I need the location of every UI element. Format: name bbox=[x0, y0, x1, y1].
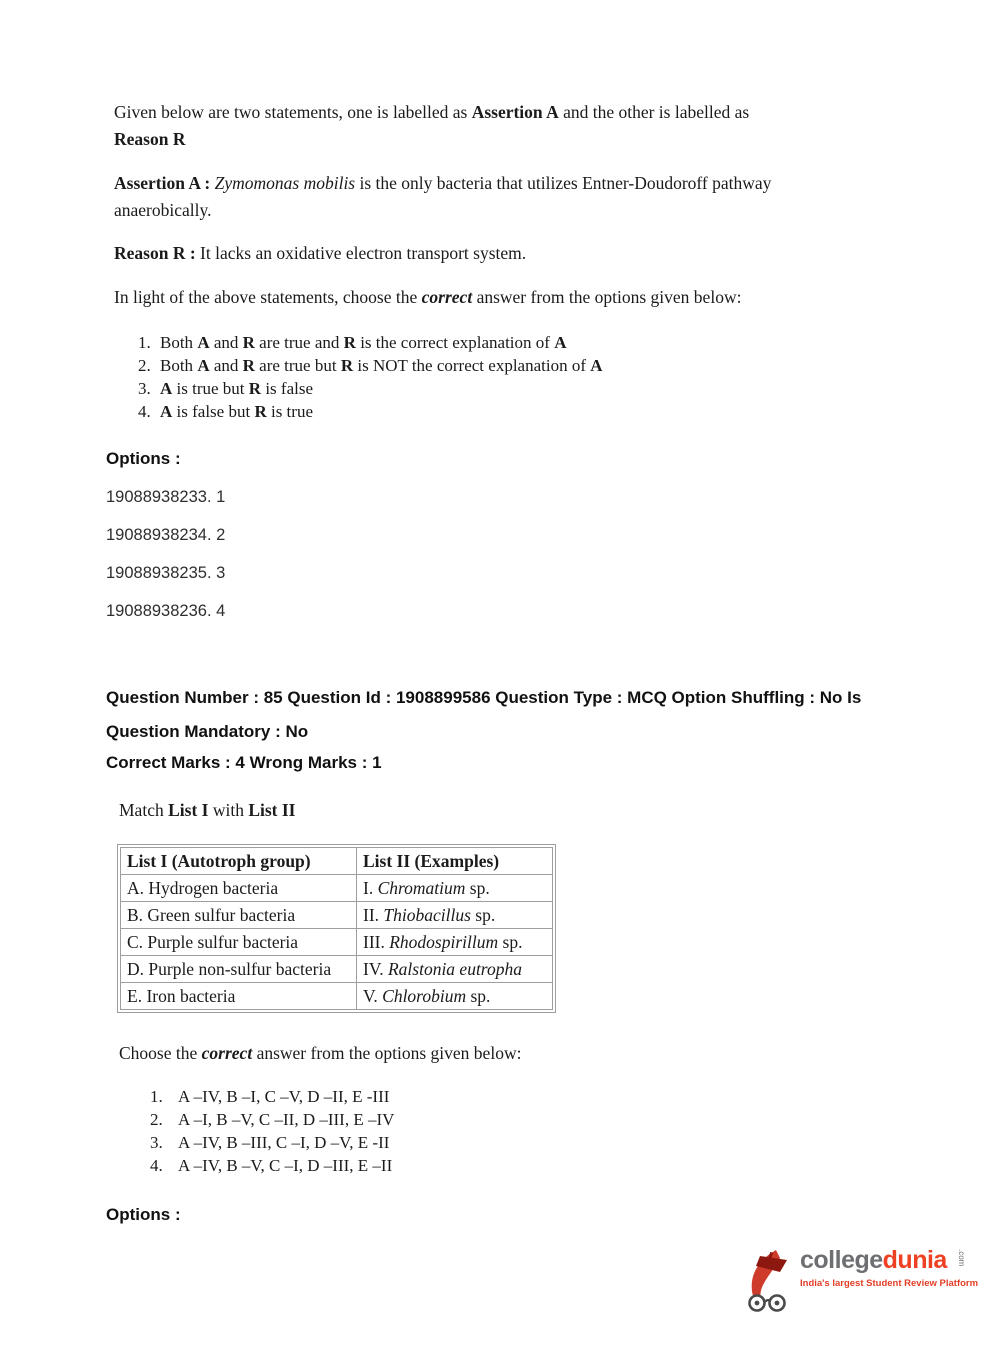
choice-text: A –IV, B –V, C –I, D –III, E –II bbox=[178, 1156, 393, 1175]
collegedunia-logo-text bbox=[800, 1246, 978, 1289]
table-cell-right: I. Chromatium sp. bbox=[357, 875, 553, 902]
page-content bbox=[106, 99, 936, 1225]
choice-number: 1. bbox=[150, 1087, 163, 1106]
table-header-row bbox=[121, 848, 553, 875]
q84-option-id-4: 19088938236. 4 bbox=[106, 602, 226, 620]
table-row bbox=[121, 902, 553, 929]
q84-option-id-2: 19088938234. 2 bbox=[106, 526, 226, 544]
q84-intro-line-1: Given below are two statements, one is labelled as Assertion A and the other is labelled as bbox=[114, 102, 750, 122]
table-row bbox=[121, 983, 553, 1010]
q84-option-id-1: 19088938233. 1 bbox=[106, 488, 226, 506]
q84-instruction-line: In light of the above statements, choose the correct answer from the options given below: bbox=[114, 287, 742, 307]
q84-answer-choices bbox=[106, 331, 936, 423]
q85-meta-header bbox=[106, 681, 936, 749]
brand-dunia: dunia bbox=[882, 1246, 947, 1274]
q85-match-line: Match List I with List II bbox=[119, 800, 296, 820]
q84-choice-4 bbox=[106, 400, 936, 423]
collegedunia-tagline: India's largest Student Review Platform bbox=[800, 1278, 979, 1289]
q85-answer-choices bbox=[106, 1085, 936, 1177]
brand-com-suffix: .com bbox=[956, 1249, 966, 1267]
q85-options-label: Options : bbox=[106, 1205, 181, 1224]
collegedunia-logo bbox=[742, 1246, 978, 1314]
choice-text: A is false but R is true bbox=[160, 402, 313, 421]
q84-choice-1 bbox=[106, 331, 936, 354]
collegedunia-brand bbox=[800, 1246, 978, 1274]
table-cell-left: B. Green sulfur bacteria bbox=[121, 902, 357, 929]
table-row bbox=[121, 956, 553, 983]
table-row bbox=[121, 875, 553, 902]
q85-meta-line-1: Question Number : 85 Question Id : 1908899586 Question Type : MCQ Option Shuffling : No Is bbox=[106, 688, 862, 707]
table-header-list1: List I (Autotroph group) bbox=[121, 848, 357, 875]
table-cell-left: E. Iron bacteria bbox=[121, 983, 357, 1010]
table-row bbox=[121, 929, 553, 956]
table-cell-left: D. Purple non-sulfur bacteria bbox=[121, 956, 357, 983]
q84-choice-3 bbox=[106, 377, 936, 400]
choice-number: 3. bbox=[150, 1133, 163, 1152]
q85-meta-line-2: Question Mandatory : No bbox=[106, 722, 309, 741]
table-cell-right: III. Rhodospirillum sp. bbox=[357, 929, 553, 956]
match-table bbox=[120, 847, 553, 1010]
q84-option-id-3: 19088938235. 3 bbox=[106, 564, 226, 582]
table-cell-right: IV. Ralstonia eutropha bbox=[357, 956, 553, 983]
choice-number: 4. bbox=[138, 402, 151, 421]
q85-choice-2 bbox=[106, 1108, 936, 1131]
choice-number: 3. bbox=[138, 379, 151, 398]
choice-text: A –IV, B –III, C –I, D –V, E -II bbox=[178, 1133, 390, 1152]
choice-number: 4. bbox=[150, 1156, 163, 1175]
choice-text: Both A and R are true but R is NOT the correct explanation of A bbox=[160, 356, 603, 375]
choice-number: 2. bbox=[138, 356, 151, 375]
choice-number: 1. bbox=[138, 333, 151, 352]
q85-marks-line: Correct Marks : 4 Wrong Marks : 1 bbox=[106, 753, 382, 772]
q85-match-table-block bbox=[117, 844, 936, 1018]
table-header-list2: List II (Examples) bbox=[357, 848, 553, 875]
q85-choice-4 bbox=[106, 1154, 936, 1177]
table-cell-right: II. Thiobacillus sp. bbox=[357, 902, 553, 929]
q84-intro-line-2: Reason R bbox=[114, 129, 186, 149]
q84-choice-2 bbox=[106, 354, 936, 377]
q84-options-label: Options : bbox=[106, 449, 181, 468]
match-table-frame bbox=[117, 844, 556, 1013]
q84-assertion-line-1: Assertion A : Zymomonas mobilis is the only bacteria that utilizes Entner-Doudoroff pathway bbox=[114, 173, 772, 193]
brand-college: college bbox=[800, 1246, 883, 1274]
table-cell-right: V. Chlorobium sp. bbox=[357, 983, 553, 1010]
q85-instruction-line: Choose the correct answer from the options given below: bbox=[119, 1043, 522, 1063]
choice-text: Both A and R are true and R is the correct explanation of A bbox=[160, 333, 567, 352]
q84-reason-line: Reason R : It lacks an oxidative electron transport system. bbox=[114, 243, 527, 263]
choice-number: 2. bbox=[150, 1110, 163, 1129]
collegedunia-mascot-icon bbox=[742, 1248, 794, 1314]
choice-text: A –IV, B –I, C –V, D –II, E -III bbox=[178, 1087, 390, 1106]
q85-choice-3 bbox=[106, 1131, 936, 1154]
q84-assertion-line-2: anaerobically. bbox=[114, 200, 212, 220]
choice-text: A is true but R is false bbox=[160, 379, 313, 398]
table-cell-left: A. Hydrogen bacteria bbox=[121, 875, 357, 902]
q85-choice-1 bbox=[106, 1085, 936, 1108]
table-cell-left: C. Purple sulfur bacteria bbox=[121, 929, 357, 956]
choice-text: A –I, B –V, C –II, D –III, E –IV bbox=[178, 1110, 395, 1129]
